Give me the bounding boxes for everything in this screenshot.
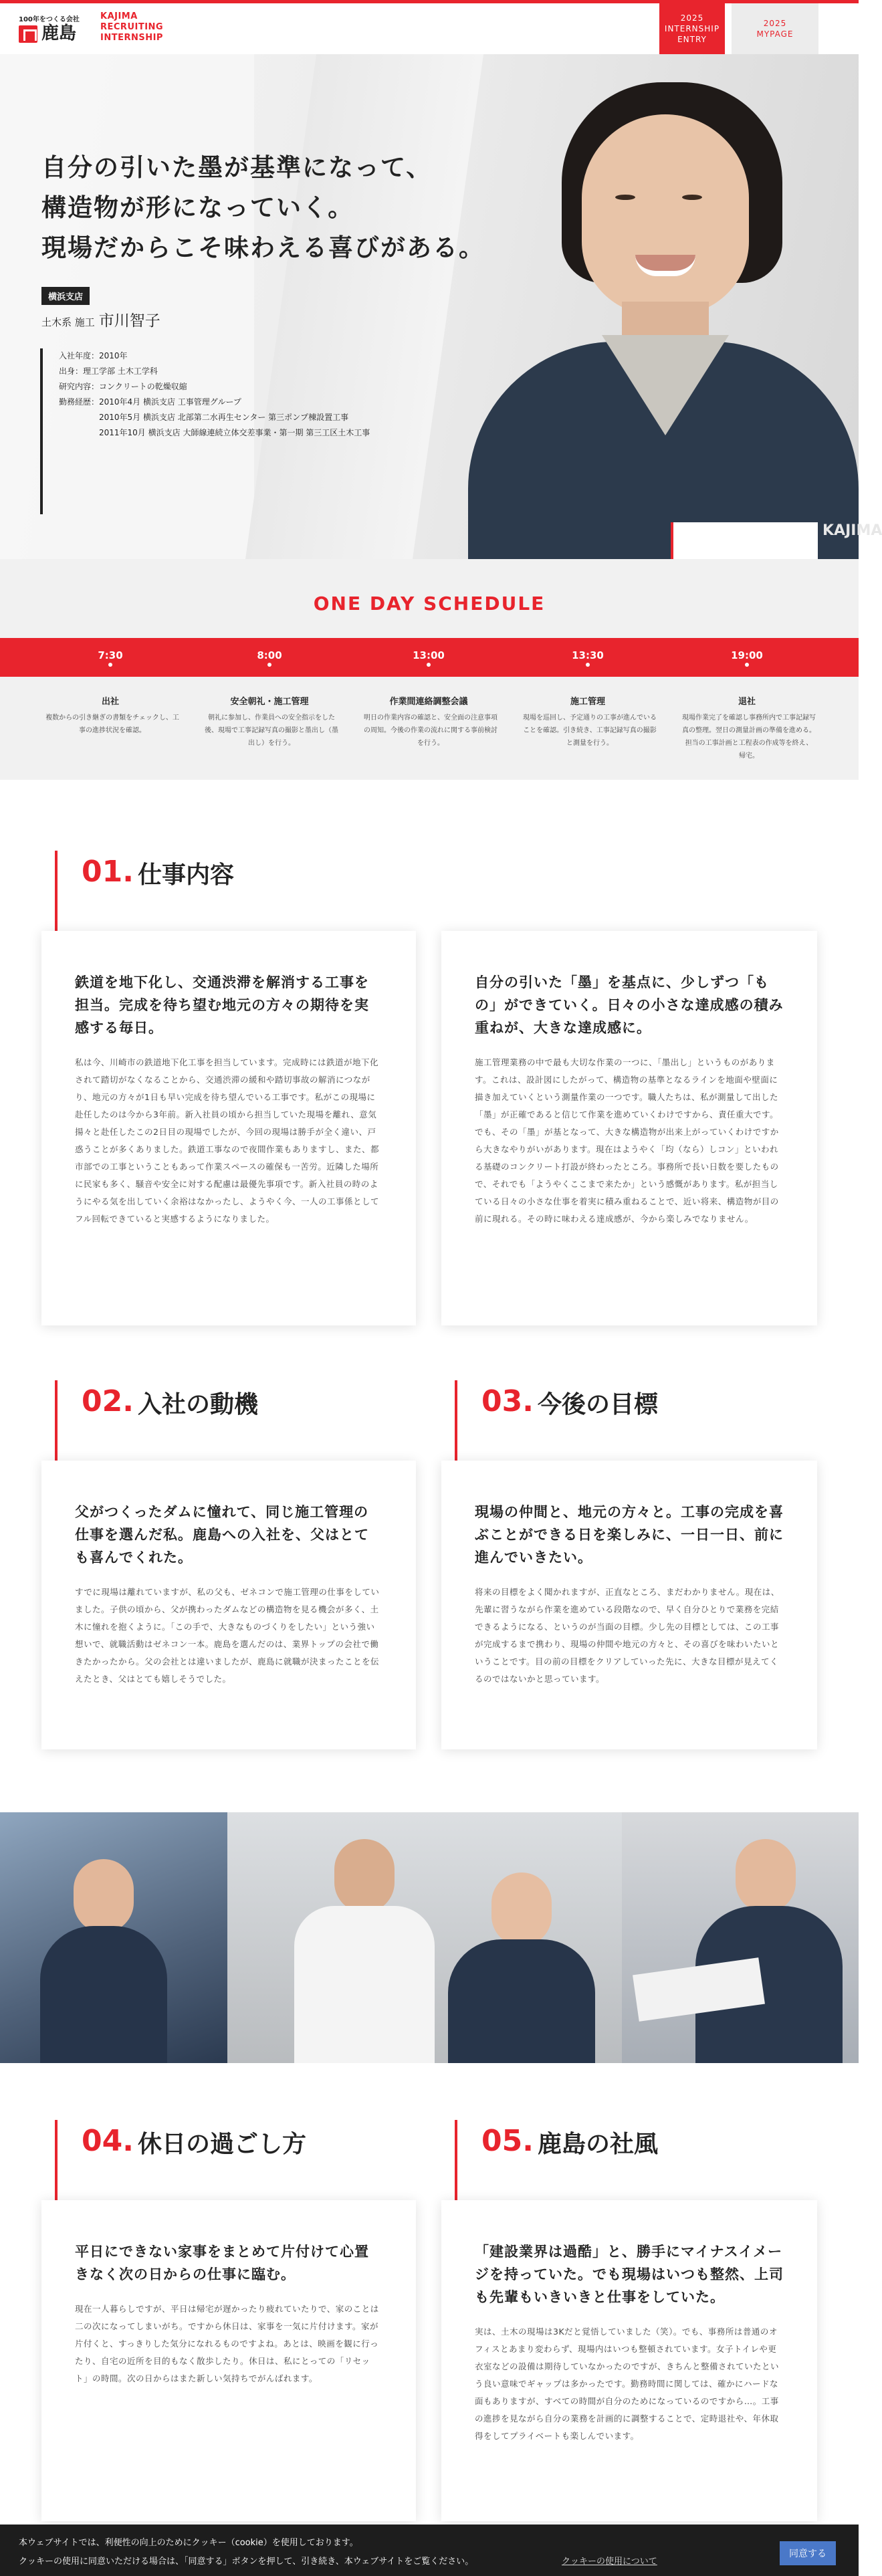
photo-eye-right [682,195,702,200]
employee-name: 市川智子 [98,312,160,330]
bio-research: 研究内容：コンクリートの乾燥収縮 [59,382,187,391]
photo-woman-face [491,1872,552,1946]
section-number: 01. [82,855,134,889]
timeline-dot-icon [427,663,431,667]
catch-line-3: 現場だからこそ味わえる喜びがある。 [41,233,485,262]
schedule-title: ONE DAY SCHEDULE [313,593,546,615]
schedule-item-title: 退社 [738,697,756,707]
section-title: 休日の過ごし方 [137,2131,306,2158]
kajima-mark-icon [19,25,37,43]
content-card [441,1461,817,1749]
photo-man-face [334,1839,395,1913]
role-label: 土木系 施工 [41,316,95,328]
one-day-schedule [0,559,859,780]
schedule-time: 13:00 [413,649,445,661]
schedule-item-title: 施工管理 [570,697,605,707]
content-card [41,931,416,1325]
timeline-dot-icon [586,663,590,667]
schedule-time: 13:30 [572,649,604,661]
card-body: 現在一人暮らしですが、平日は帰宅が遅かったり疲れていたりで、家のことは二の次になってしまいがち。ですから休日は、家事を一気に片付けます。家が片付くと、すっきりした気分になれるものですよね。あとは、映画を観に行ったり、自宅の近所を目的もなく散歩したり。休日は、私にとっての「リセット」の時間。次の日からはまた新しい気持ちでがんばれます。 [75,2304,379,2383]
card-heading: 現場の仲間と、地元の方々と。工事の完成を喜ぶことができる日を楽しみに、一日一日、前に進んでいきたい。 [475,1504,784,1566]
schedule-item-title: 出社 [101,697,119,707]
section-title: 鹿島の社風 [537,2131,658,2158]
bio-career-1: 勤務経歴：2010年4月 横浜支店 工事管理グループ [59,397,241,407]
catch-line-2: 構造物が形になっていく。 [41,193,354,222]
timeline-dot-icon [108,663,112,667]
section-number: 02. [82,1384,134,1418]
bio-career-3: 2011年10月 横浜支店 大師線連続立体交差事業・第一期 第三工区土木工事 [99,428,370,437]
logo-company-name: 鹿島 [41,23,77,43]
entry-label-1: INTERNSHIP [664,24,720,33]
cookie-text-2: クッキーの使用に同意いただける場合は、「同意する」ボタンを押して、引き続き、本ウェブサイトをご覧ください。 [19,2557,474,2567]
schedule-time: 7:30 [98,649,123,661]
recruiting-line-3: INTERNSHIP [100,33,163,43]
schedule-item-title: 安全朝礼・施工管理 [230,697,309,707]
mypage-label: MYPAGE [756,29,794,39]
cookie-text-1: 本ウェブサイトでは、利便性の向上のためにクッキー（cookie）を使用しております。 [19,2538,358,2548]
site-header [0,3,859,54]
hero-catchcopy [41,148,485,268]
schedule-item-desc: 複数からの引き継ぎの書類をチェックし、工事の進捗状況を確認。 [45,714,179,734]
recruiting-line-1: KAJIMA [100,11,138,21]
company-logo[interactable] [19,13,92,47]
photo-person-face [74,1859,134,1933]
section-title: 入社の動機 [137,1391,258,1418]
card-heading: 「建設業界は過酷」と、勝手にマイナスイメージを持っていた。でも現場はいつも整然、上司も先輩もいきいきと仕事をしていた。 [475,2244,784,2305]
schedule-item-desc: 現場を巡回し、予定通りの工事が進んでいることを確認。引き続き、工事記録写真の撮影と測量を行う。 [523,714,657,747]
content-card [41,1461,416,1749]
hero-section [0,54,882,559]
timeline-dot-icon [267,663,271,667]
entry-year: 2025 [680,13,704,23]
schedule-item-desc: 現場作業完了を確認し事務所内で工事記録写真の整理。翌日の測量計画の準備を進める。担当の工事計画と工程表の作成等を終え、帰宅。 [682,714,816,760]
branch-badge: 横浜支店 [41,287,90,305]
section-heading-holiday [55,2120,306,2207]
photo-person-face [736,1839,796,1913]
catch-line-1: 自分の引いた墨が基準になって、 [41,153,433,182]
workplace-photo-3 [622,1812,859,2063]
logo-tagline: 100年をつくる会社 [19,16,80,23]
card-body: 私は今、川崎市の鉄道地下化工事を担当しています。完成時には鉄道が地下化されて踏切がなくなることから、交通渋滞の緩和や踏切事故の解消につながり、地元の方々が1日も早い完成を待ち望んでいる工事です。私がこの現場に赴任したのは今から3年前。新入社員の頃から担当していた現場を離れ、意気揚々と赴任したこの2日目の現場でしたが、今回の現場は勝手が全く違い、戸惑うことが多くありました。鉄道工事なので夜間作業もありますし、また、都市部での工事ということもあって作業スペースの確保も一苦労。近隣した場所に民家も多く、騒音や安全に対する配慮は最優先事項です。新入社員の時のようにやる気を出していく余裕はなかったし、ようやく今、一人の工事係としてフル回転できていると実感するようになりました。 [75,1057,380,1224]
section-heading-motivation [55,1380,258,1467]
schedule-time: 8:00 [257,649,282,661]
card-heading: 平日にできない家事をまとめて片付けて心置きなく次の日からの仕事に臨む。 [75,2244,369,2282]
photo-woman-jacket [448,1939,595,2063]
workplace-photo-1 [0,1812,227,2063]
photo-person-jacket [40,1926,167,2063]
section-title: 今後の目標 [537,1391,658,1418]
section-heading-goal [455,1380,658,1467]
internship-entry-button[interactable] [659,3,725,54]
cookie-banner [0,2525,859,2576]
photo-eye-left [615,195,635,200]
bio-career-2: 2010年5月 横浜支店 北部第二水再生センター 第三ポンプ棟設置工事 [99,413,349,422]
timeline-dot-icon [745,663,749,667]
section-heading-work [55,851,234,938]
cookie-agree-button[interactable]: 同意する [780,2541,836,2565]
content-card [41,2200,416,2521]
workplace-photo-strip [0,1812,859,2063]
employee-role [41,308,160,330]
card-heading: 自分の引いた「墨」を基点に、少しずつ「もの」ができていく。日々の小さな達成感の積み重ねが、大きな達成感に。 [475,974,784,1036]
section-title: 仕事内容 [137,861,234,889]
jacket-brand-text: KAJIMA [822,522,882,539]
recruiting-line-2: RECRUITING [100,22,164,32]
content-card [441,931,817,1325]
workplace-photo-2 [227,1812,622,2063]
schedule-time: 19:00 [731,649,763,661]
schedule-item-title: 作業間連絡調整会議 [389,697,468,707]
photo-man-shirt [294,1906,435,2063]
card-body: すでに現場は離れていますが、私の父も、ゼネコンで施工管理の仕事をしていました。子供の頃から、父が携わったダムなどの構造物を見る機会が多く、土木に憧れを抱くように。「この手で、大きなものづくりをしたい」という強い想いで、就職活動はゼネコン一本。鹿島を選んだのは、業界トップの会社で働きたかったから。父の会社とは違いましたが、鹿島に就職が決まったことを伝えたとき、父はとても嬉しそうでした。 [75,1587,380,1684]
section-heading-culture [455,2120,658,2207]
card-heading: 鉄道を地下化し、交通渋滞を解消する工事を担当。完成を待ち望む地元の方々の期待を実感する毎日。 [75,974,369,1036]
cookie-policy-link[interactable]: クッキーの使用について [562,2557,657,2567]
section-number: 04. [82,2124,134,2158]
schedule-item-desc: 朝礼に参加し、作業員への安全指示をした後、現場で工事記録写真の撮影と墨出し（墨出し）を行う。 [205,714,338,747]
recruiting-label[interactable] [100,11,163,43]
bio-school: 出身：理工学部 土木工学科 [59,366,158,376]
content-card [441,2200,817,2521]
photo-face [582,114,749,315]
section-number: 05. [481,2124,534,2158]
section-number: 03. [481,1384,534,1418]
employee-bio [40,348,374,514]
card-body: 実は、土木の現場は3Kだと覚悟していました（笑）。でも、事務所は普通のオフィスとあまり変わらず、現場内はいつも整頓されています。女子トイレや更衣室などの設備は期待していなかったのですが、きちんと整備されていたという良い意味でギャップは多かったです。勤務時間に関しては、確かにハードな面もありますが、すべての時間が自分のためになっているのですから…。工事の進捗を見ながら自分の業務を計画的に調整することで、定時退社や、年休取得をしてプライベートも楽しんでいます。 [475,2327,780,2441]
mypage-year: 2025 [763,19,787,28]
bio-joined: 入社年度：2010年 [59,351,128,360]
schedule-item-desc: 明日の作業内容の確認と、安全面の注意事項の周知。今後の作業の流れに関する事前検討を行う。 [364,714,498,747]
mypage-button[interactable] [732,3,818,54]
card-body: 施工管理業務の中で最も大切な作業の一つに、「墨出し」というものがあります。これは、設計図にしたがって、構造物の基準となるラインを地面や壁面に描き加えていくという測量作業の一つです。職人たちは、私が測量して出した「墨」が正確であると信じて作業を進めていくわけですから、責任重大です。でも、その「墨」が基となって、大きな構造物が出来上がっていくわけですから大きなやりがいがあります。現在はようやく「均（なら）しコン」といわれる基礎のコンクリート打設が終わったところ。事務所で長い日数を要したもので、それでも「ようやくここまで来たか」という感慨があります。私が担当している日々の小さな仕事を着実に積み重ねることで、近い将来、構造物が目の前に現れる。その時に味わえる達成感が、今から楽しみでなりません。 [475,1057,779,1224]
card-heading: 父がつくったダムに憧れて、同じ施工管理の仕事を選んだ私。鹿島への入社を、父はとても喜んでくれた。 [75,1504,369,1566]
card-body: 将来の目標をよく聞かれますが、正直なところ、まだわかりません。現在は、先輩に習うながら作業を進めている段階なので、早く自分ひとりで業務を完結できるようになる、というのが当面の目標。少し先の目標としては、この工事が完成するまで携わり、現場の仲間や地元の方々と、その喜びを味わいたいということです。目の前の目標をクリアしていった先に、大きな目標が見えてくるのではないかと思っています。 [475,1587,780,1684]
entry-label-2: ENTRY [677,35,707,44]
